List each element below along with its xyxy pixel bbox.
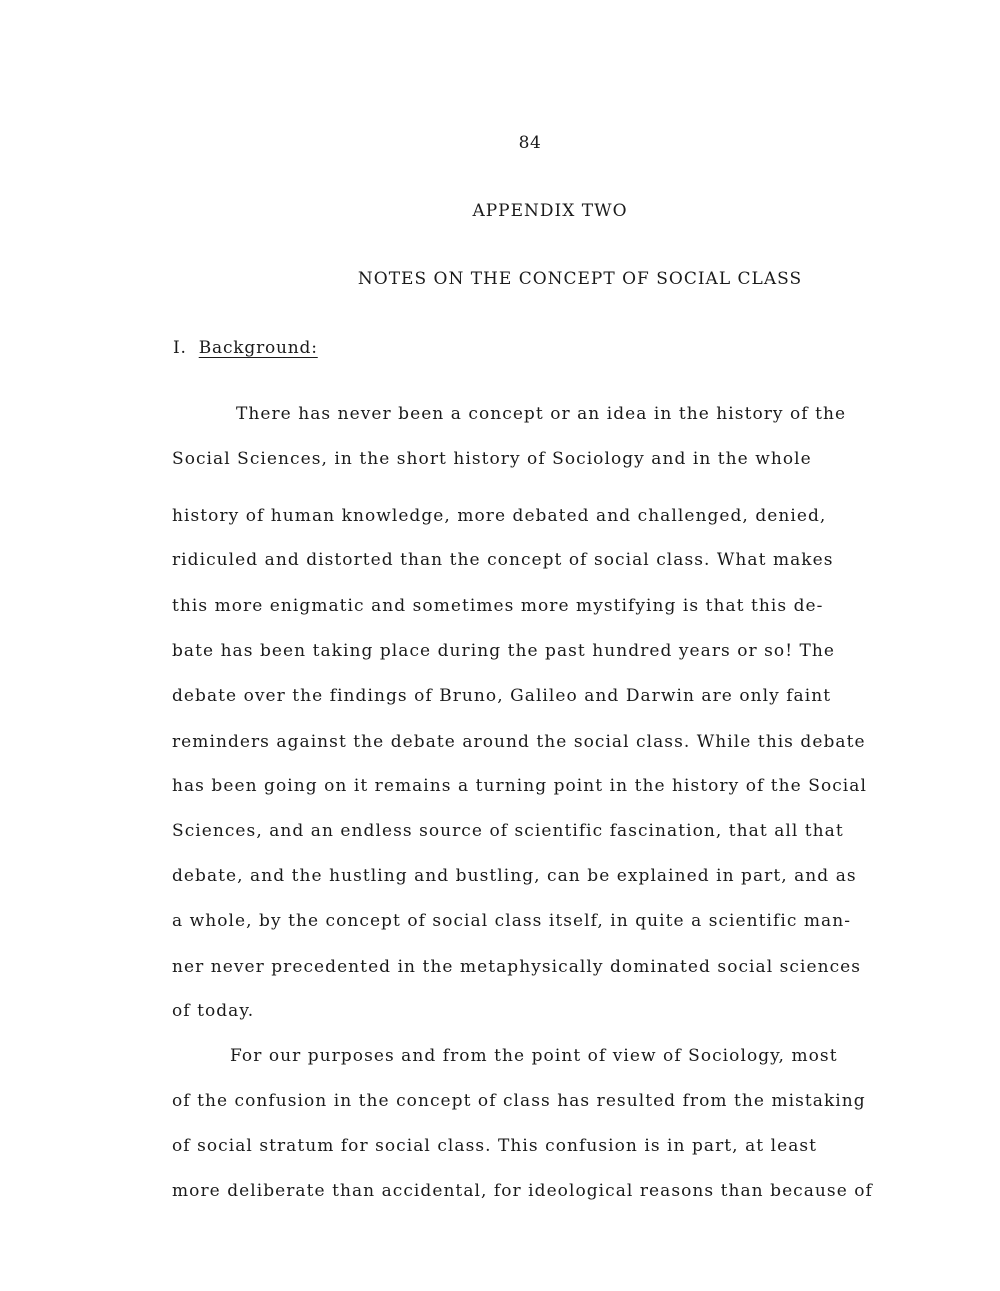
text-line: of the confusion in the concept of class has resulted from the mistaking (172, 1091, 866, 1111)
text-line: a whole, by the concept of social class itself, in quite a scientific man- (172, 911, 852, 931)
appendix-title: APPENDIX TWO (472, 201, 628, 221)
text-line: debate, and the hustling and bustling, can be explained in part, and as (172, 866, 857, 886)
text-line: ridiculed and distorted than the concept of social class. What makes (172, 550, 834, 570)
text-line: ner never precedented in the metaphysically dominated social sciences (172, 957, 862, 977)
text-line: this more enigmatic and sometimes more mystifying is that this de- (172, 596, 824, 616)
text-line: reminders against the debate around the social class. While this debate (172, 732, 866, 752)
text-line: debate over the findings of Bruno, Galileo and Darwin are only faint (172, 686, 832, 706)
text-line: There has never been a concept or an idea in the history of the (236, 404, 847, 424)
text-line: history of human knowledge, more debated and challenged, denied, (172, 506, 827, 526)
text-line: has been going on it remains a turning point in the history of the Social (172, 776, 867, 796)
text-line: For our purposes and from the point of view of Sociology, most (230, 1046, 838, 1066)
section-heading (173, 338, 318, 358)
text-line: more deliberate than accidental, for ideological reasons than because of (172, 1181, 873, 1201)
text-line: Social Sciences, in the short history of Sociology and in the whole (172, 449, 812, 469)
section-title: NOTES ON THE CONCEPT OF SOCIAL CLASS (357, 269, 803, 289)
text-line: of today. (172, 1001, 255, 1021)
section-heading-number: I. (173, 338, 187, 358)
page-number: 84 (518, 133, 542, 153)
text-line: Sciences, and an endless source of scientific fascination, that all that (172, 821, 844, 841)
text-line: of social stratum for social class. This confusion is in part, at least (172, 1136, 818, 1156)
section-heading-label: Background: (198, 338, 318, 358)
text-line: bate has been taking place during the past hundred years or so! The (172, 641, 836, 661)
